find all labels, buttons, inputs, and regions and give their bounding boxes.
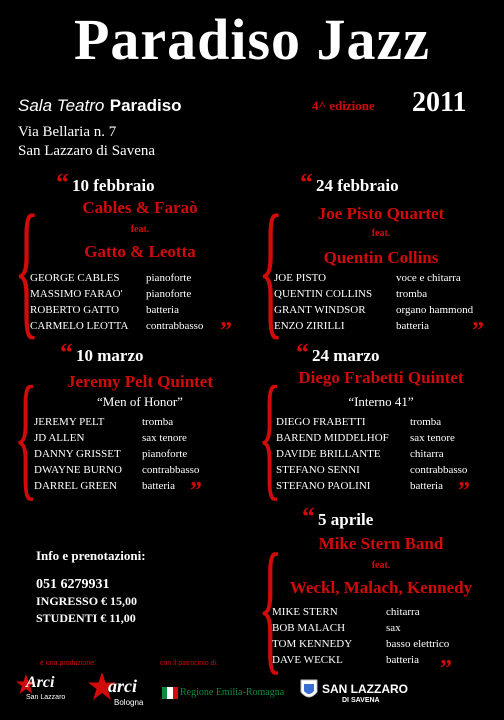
musician-instrument: contrabbasso <box>410 464 468 476</box>
musician-name: BOB MALACH <box>272 622 346 634</box>
concert-subtitle: “Interno 41” <box>348 394 414 409</box>
musician-name: JEREMY PELT <box>34 416 105 428</box>
musician-instrument: chitarra <box>386 606 420 618</box>
lineup-row <box>272 604 449 620</box>
musician-name: ENZO ZIRILLI <box>274 320 345 332</box>
concert-subtitle: “Men of Honor” <box>97 394 183 409</box>
musician-name: GEORGE CABLES <box>30 272 120 284</box>
concert-feat: feat. <box>371 228 391 239</box>
logo1-sub: San Lazzaro <box>26 694 66 701</box>
concert-feat: feat. <box>371 560 391 571</box>
lineup-row <box>30 286 203 302</box>
flag-icon <box>162 687 178 699</box>
musician-instrument: batteria <box>142 480 175 492</box>
venue-italic: Sala Teatro <box>18 96 105 115</box>
musician-instrument: tromba <box>396 288 428 300</box>
concert-date: 5 aprile <box>318 510 374 529</box>
musician-instrument: pianoforte <box>146 288 192 300</box>
lineup-row <box>30 318 203 334</box>
concert-band: Cables & Faraò <box>82 198 198 217</box>
quote-close-icon: ” <box>220 318 232 344</box>
edition-year: 2011 <box>412 87 467 118</box>
lineup-row <box>274 286 473 302</box>
lineup-row <box>276 414 467 430</box>
musician-instrument: tromba <box>410 416 442 428</box>
lineup-row <box>272 620 449 636</box>
info-phone: 051 6279931 <box>36 577 110 592</box>
musician-name: DAVE WECKL <box>272 654 343 666</box>
venue-name <box>18 96 182 116</box>
musician-name: DAVIDE BRILLANTE <box>276 448 381 460</box>
poster-title: Paradiso Jazz <box>73 7 431 72</box>
musician-instrument: pianoforte <box>146 272 192 284</box>
address-street: Via Bellaria n. 7 <box>18 124 117 140</box>
musician-instrument: batteria <box>146 304 179 316</box>
musician-name: TOM KENNEDY <box>272 638 353 650</box>
lineup-row <box>276 430 467 446</box>
musician-name: MASSIMO FARAO' <box>30 288 123 300</box>
quote-close-icon: ” <box>458 478 470 504</box>
musician-name: DARREL GREEN <box>34 480 118 492</box>
concert-band: Jeremy Pelt Quintet <box>66 372 214 391</box>
arci-san-lazzaro-logo <box>16 672 66 712</box>
lineup-row <box>272 636 449 652</box>
san-lazzaro-logo <box>300 672 440 712</box>
concert-band: Mike Stern Band <box>318 534 444 553</box>
musician-instrument: tromba <box>142 416 174 428</box>
quote-close-icon: ” <box>190 478 202 504</box>
musician-name: STEFANO SENNI <box>276 464 360 476</box>
quote-open-icon: “ <box>56 168 69 197</box>
brace-icon: { <box>258 524 283 688</box>
lineup-row <box>272 652 449 668</box>
musician-name: MIKE STERN <box>272 606 338 618</box>
logo4-sub: DI SAVENA <box>342 697 380 704</box>
lineup-row <box>276 462 467 478</box>
concert-band: Diego Frabetti Quintet <box>298 368 464 387</box>
crest-icon <box>300 678 318 702</box>
musician-instrument: pianoforte <box>142 448 188 460</box>
musician-instrument: basso elettrico <box>386 638 450 650</box>
quote-open-icon: “ <box>300 168 313 197</box>
musician-instrument: batteria <box>410 480 443 492</box>
quote-close-icon: ” <box>472 318 484 344</box>
lineup <box>274 270 473 334</box>
lineup <box>276 414 467 494</box>
lineup <box>272 604 449 668</box>
concert-band: Joe Pisto Quartet <box>317 204 445 223</box>
quote-close-icon: ” <box>440 656 452 682</box>
musician-instrument: sax <box>386 622 401 634</box>
concert-band-guest: Gatto & Leotta <box>84 242 196 261</box>
concert-date: 24 febbraio <box>316 176 399 195</box>
logo2-main: arci <box>108 676 137 696</box>
logo4-main: SAN LAZZARO <box>322 682 408 696</box>
info-studenti: STUDENTI € 11,00 <box>36 611 136 625</box>
logo2-sub: Bologna <box>114 698 144 707</box>
lineup-row <box>274 318 473 334</box>
lineup-row <box>30 270 203 286</box>
concert-date: 10 marzo <box>76 346 144 365</box>
musician-name: DANNY GRISSET <box>34 448 121 460</box>
quote-open-icon: “ <box>302 502 315 531</box>
venue-bold: Paradiso <box>109 96 182 115</box>
logo3-text: Regione Emilia-Romagna <box>180 687 285 698</box>
lineup-row <box>30 302 203 318</box>
patrocinio-label: con il patrocinio di: <box>160 660 218 667</box>
concert-date: 24 marzo <box>312 346 380 365</box>
logo1-main: Arci <box>26 674 55 691</box>
lineup <box>30 270 203 334</box>
brace-icon: { <box>258 184 284 352</box>
musician-instrument: sax tenore <box>410 432 455 444</box>
concert-band-guest: Quentin Collins <box>323 248 439 267</box>
lineup <box>34 414 199 494</box>
lineup-row <box>34 446 199 462</box>
musician-name: CARMELO LEOTTA <box>30 320 129 332</box>
info-heading: Info e prenotazioni: <box>36 548 146 563</box>
musician-instrument: batteria <box>396 320 429 332</box>
edition-label: 4^ edizione <box>312 98 375 113</box>
musician-instrument: chitarra <box>410 448 444 460</box>
musician-name: BAREND MIDDELHOF <box>276 432 389 444</box>
musician-instrument: contrabbasso <box>142 464 200 476</box>
info-ingresso: INGRESSO € 15,00 <box>36 594 138 608</box>
lineup-row <box>34 462 199 478</box>
musician-instrument: sax tenore <box>142 432 187 444</box>
lineup-row <box>34 430 199 446</box>
concert-band-guest: Weckl, Malach, Kennedy <box>289 578 473 597</box>
lineup-row <box>276 478 467 494</box>
info-box <box>36 548 146 627</box>
musician-name: DWAYNE BURNO <box>34 464 122 476</box>
concert-date: 10 febbraio <box>72 176 155 195</box>
lineup-row <box>34 478 199 494</box>
lineup-row <box>274 302 473 318</box>
lineup-row <box>274 270 473 286</box>
musician-name: JOE PISTO <box>274 272 327 284</box>
musician-name: STEFANO PAOLINI <box>276 480 371 492</box>
musician-name: GRANT WINDSOR <box>274 304 366 316</box>
brace-icon: { <box>14 184 40 352</box>
quote-open-icon: “ <box>296 338 309 367</box>
musician-instrument: batteria <box>386 654 419 666</box>
musician-instrument: voce e chitarra <box>396 272 461 284</box>
musician-name: QUENTIN COLLINS <box>274 288 373 300</box>
regione-logo <box>162 684 288 702</box>
musician-instrument: organo hammond <box>396 304 474 316</box>
musician-name: JD ALLEN <box>34 432 85 444</box>
brace-icon: { <box>258 358 282 513</box>
concert-feat: feat. <box>130 224 150 235</box>
musician-instrument: contrabbasso <box>146 320 204 332</box>
quote-open-icon: “ <box>60 338 73 367</box>
address-city: San Lazzaro di Savena <box>18 143 156 159</box>
musician-name: ROBERTO GATTO <box>30 304 120 316</box>
musician-name: DIEGO FRABETTI <box>276 416 366 428</box>
lineup-row <box>276 446 467 462</box>
produzione-label: è una produzione: <box>40 660 97 667</box>
lineup-row <box>34 414 199 430</box>
arci-bologna-logo <box>88 672 148 712</box>
brace-icon: { <box>14 358 38 513</box>
